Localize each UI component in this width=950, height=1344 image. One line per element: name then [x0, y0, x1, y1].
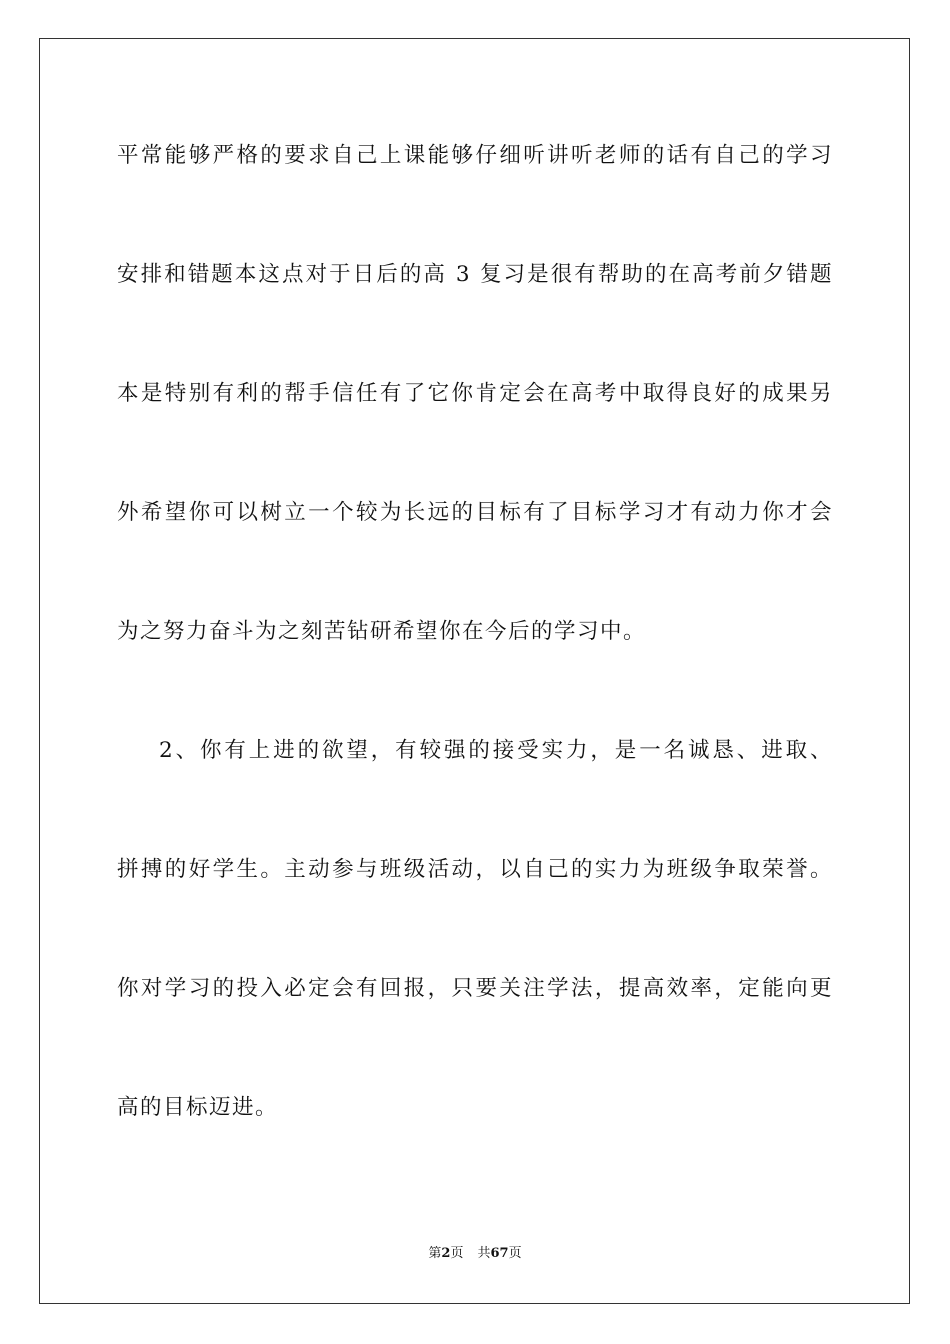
page-number-current: 2: [441, 1246, 451, 1261]
body-line-3: 本是特别有利的帮手信任有了它你肯定会在高考中取得良好的成果另: [117, 381, 833, 406]
body-line-5: 为之努力奋斗为之刻苦钻研希望你在今后的学习中。: [117, 619, 647, 644]
page-number-suffix: 页: [450, 1246, 464, 1261]
page-total: 67: [490, 1246, 509, 1261]
body-line-7: 拼搏的好学生。主动参与班级活动，以自己的实力为班级争取荣誉。: [117, 857, 833, 882]
body-line-2: 安排和错题本这点对于日后的高 3 复习是很有帮助的在高考前夕错题: [117, 262, 833, 287]
body-line-8: 你对学习的投入必定会有回报，只要关注学法，提高效率，定能向更: [117, 976, 833, 1001]
body-line-9: 高的目标迈进。: [117, 1095, 279, 1120]
body-line-1: 平常能够严格的要求自己上课能够仔细听讲听老师的话有自己的学习: [117, 143, 833, 168]
page-total-prefix: 共: [477, 1246, 491, 1261]
page-total-suffix: 页: [508, 1246, 522, 1261]
body-line-4: 外希望你可以树立一个较为长远的目标有了目标学习才有动力你才会: [117, 500, 833, 525]
body-line-6: 2、你有上进的欲望，有较强的接受实力，是一名诚恳、进取、: [159, 738, 833, 763]
page-footer: [0, 1245, 950, 1263]
page-number-prefix: 第: [428, 1246, 442, 1261]
